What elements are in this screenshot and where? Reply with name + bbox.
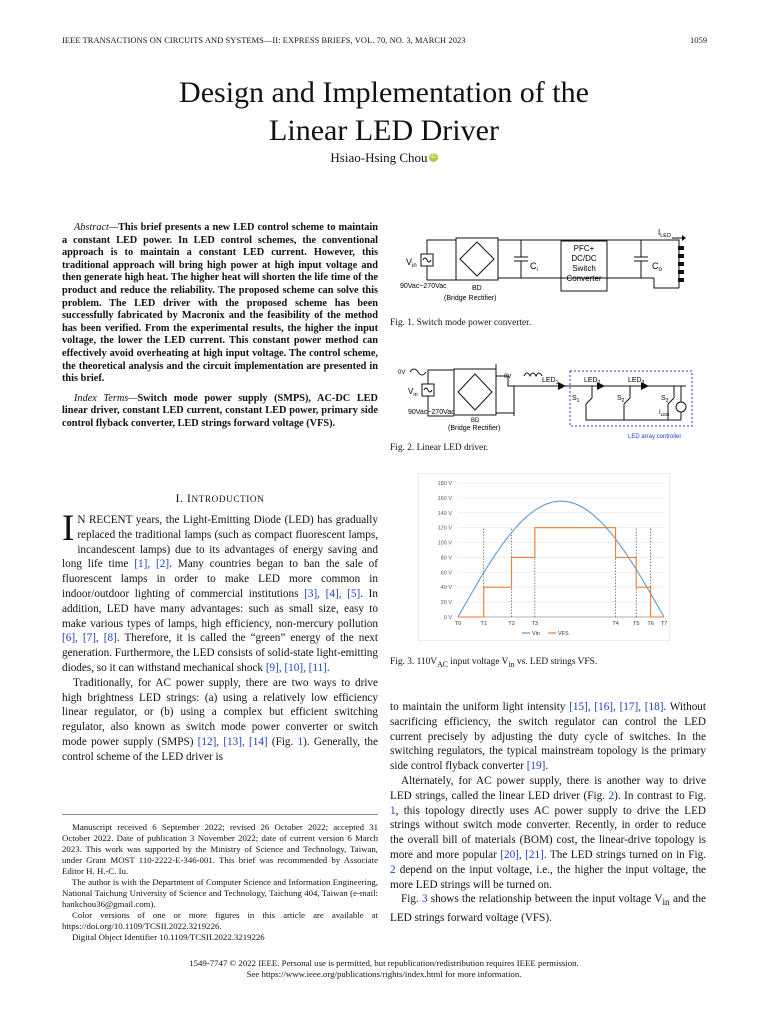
fig1-box-l2: DC/DC — [571, 254, 597, 263]
x-tick-label: T7 — [660, 621, 668, 627]
x-tick-label: T1 — [480, 621, 487, 627]
legend-vin-label: Vin — [532, 631, 540, 637]
abstract-label: Abstract— — [74, 222, 119, 233]
x-tick-label: T2 — [508, 621, 515, 627]
copyright-line1: 1549-7747 © 2022 IEEE. Personal use is permitted, but republication/redistribution requires IEEE permission. — [189, 958, 579, 968]
fig2-range: 90Vac~270Vac — [408, 409, 455, 416]
x-tick-label: T4 — [612, 621, 619, 627]
author-name: Hsiao-Hsing Chou — [330, 150, 428, 165]
y-tick-label: 20 V — [440, 600, 452, 607]
x-tick-label: T3 — [531, 621, 539, 627]
fig2-led1: $LED_1$ — [542, 377, 559, 386]
citation-link[interactable]: [6], [7], [8] — [62, 632, 117, 645]
footnote-rule — [62, 814, 378, 815]
paper-title-line1: Design and Implementation of the — [179, 76, 589, 109]
fig1-range: 90Vac~270Vac — [400, 283, 447, 290]
fig1-box-l4: Converter — [566, 274, 602, 283]
fig2-s1: $S_1$ — [572, 395, 580, 404]
fig2-iled: $I_{LED}$ — [659, 410, 670, 417]
figure-link[interactable]: 2 — [390, 863, 396, 876]
index-terms-text: Switch mode power supply (SMPS), AC-DC LED linear driver, constant LED current, constant LED power, primary side control flyback converter, LED strings forward voltage (VFS). — [62, 392, 378, 429]
citation-link[interactable]: [12], [13], [14] — [197, 735, 268, 748]
fig2-controller-label: LED array controller — [628, 434, 682, 440]
fig1-bridge: (Bridge Rectifier) — [444, 295, 497, 302]
y-tick-label: 120 V — [437, 525, 452, 532]
citation-link[interactable]: [20], [21] — [500, 848, 544, 861]
figure-link[interactable]: 1 — [390, 804, 396, 817]
figure-link[interactable]: 1 — [297, 735, 304, 748]
fig2-led3: $LED_3$ — [628, 377, 645, 386]
running-header: IEEE TRANSACTIONS ON CIRCUITS AND SYSTEMS—II: EXPRESS BRIEFS, VOL. 70, NO. 3, MARCH 2023 — [62, 36, 466, 45]
legend-vfs-label: VFS — [558, 631, 569, 637]
fig2-bd: BD — [471, 418, 480, 424]
y-tick-label: 40 V — [440, 585, 452, 592]
fig1-co: $C_o$ — [652, 261, 662, 273]
fig2-bridge: (Bridge Rectifier) — [448, 425, 501, 432]
y-tick-label: 60 V — [440, 570, 452, 577]
footnote-affiliation: The author is with the Department of Computer Science and Information Engineering, National Taichung University of Science and Technology, Taichung 404, Taiwan (e-mail: hankchou36@gmail.com). — [62, 877, 378, 909]
page-number: 1059 — [690, 36, 708, 45]
fig2-vin: $V_{in}$ — [408, 387, 418, 398]
fig1-box-l3: Switch — [572, 264, 596, 273]
abstract-text: This brief presents a new LED control scheme to maintain a constant LED power. In LED control schemes, the conventional approach is to maintain a constant LED current. However, this traditional approach will bring high power at high input voltage and then generate high heat. The higher heat will shorten the life time of the product and reduce the reliability. The proposed scheme can solve this problem. The LED driver with the proposed scheme has been successfully fabricated by Macronix and the feasibility of the method has been verified. From the experimental results, the higher the input voltage, the lower the LED current. This constant power method can effectively avoid overheating at high input voltage. The control scheme, the theoretical analysis and the circuit implementation are presented in this brief. — [62, 222, 378, 385]
x-tick-label: T5 — [632, 621, 640, 627]
fig3-chart — [418, 473, 670, 641]
fig3-caption: Fig. 3. $110V_{AC}$ input voltage $V_{in}$ vs. LED strings VFS. — [390, 657, 598, 669]
orcid-icon[interactable]: iD — [430, 154, 436, 160]
copyright-footer — [0, 958, 768, 980]
intro-right-column: to maintain the uniform light intensity [15], [16], [17], [18]. Without sacrificing efficiency, the switch regulator can control the LED current precisely by adjusting the duty cycle of switches. In the switching regulators, the typical mainstream topology is the primary side control flyback converter [19]. Alternately, for AC power supply, there is another way to drive LED strings, called the linear LED driver (Fig. 2). In contrast to Fig. 1, this topology directly uses AC power supply to drive the LED strings without switch mode converter. Recently, in order to reduce the overall bill of materials (BOM) cost, the linear-drive topology is more and more popular [20], [21]. The LED strings turned on in Fig. 2 depend on the input voltage, i.e., the higher the input voltage, the more LED strings will be turned on. Fig. 3 shows the relationship between the input voltage $V_{in}$ and the LED strings forward voltage (VFS). — [390, 701, 706, 925]
fig2-s3: $S_3$ — [661, 395, 669, 404]
fig2-s2: $S_2$ — [617, 395, 625, 404]
footnote-color: Color versions of one or more figures in this article are available at https://doi.org/10.1109/TCSII.2022.3219226. — [62, 910, 378, 931]
drop-cap: I — [62, 508, 75, 549]
section-heading: I. INTRODUCTION — [175, 493, 265, 505]
fig2-led2: $LED_2$ — [584, 377, 601, 386]
citation-link[interactable]: [15], [16], [17], [18] — [569, 701, 664, 713]
y-tick-label: 140 V — [437, 510, 452, 517]
citation-link[interactable]: [9], [10], [11] — [265, 661, 327, 674]
index-terms-label: Index Terms— — [74, 392, 138, 404]
intro-left-column: I N RECENT years, the Light-Emitting Diode (LED) has gradually replaced the traditional lamps (such as compact fluorescent lamps, incandescent lamps) due to its advantages of energy saving and long life time [1], [2]. Many countries began to ban the sale of fluorescent lamps in order to make LED more common in indoor/outdoor lighting of commercial institutions [3], [4], [5]. In addition, LED have many advantages: such as small size, easy to make various types of lamps, high efficiency, non-mercury pollution [6], [7], [8]. Therefore, it is called the “green” energy of the next generation. Furthermore, the LED consists of solid-state light-emitting diodes, so it can withstand mechanical shock [9], [10], [11]. Traditionally, for AC power supply, there are two ways to drive high brightness LED strings: (a) using a relatively low efficiency linear regulator, or (b) using a complex but efficient switching regulator, also known as switch mode power converter or switch mode power supply (SMPS) [12], [13], [14] (Fig. 1). Generally, the control scheme of the LED driver is — [62, 508, 379, 763]
y-tick-label: 100 V — [437, 540, 452, 547]
fig2-zero2: 0V — [504, 374, 512, 380]
y-tick-label: 0 V — [443, 615, 452, 621]
citation-link[interactable]: [19] — [526, 760, 546, 773]
figure-link[interactable]: 2 — [608, 789, 615, 802]
fig1-iled: $I_{LED}$ — [658, 228, 671, 239]
footnotes — [62, 822, 378, 943]
figure-link[interactable]: 3 — [421, 893, 428, 906]
fig1-switch-mode-diagram — [396, 224, 706, 308]
fig1-bd: BD — [472, 285, 482, 292]
fig1-caption: Fig. 1. Switch mode power converter. — [390, 318, 532, 328]
paper-title-line2: Linear LED Driver — [269, 114, 499, 147]
abstract — [62, 222, 378, 431]
copyright-line2: See https://www.ieee.org/publications/rights/index.html for more information. — [246, 969, 522, 979]
fig2-zero1: 0V — [398, 370, 406, 376]
citation-link[interactable]: [3], [4], [5] — [304, 587, 361, 600]
fig1-box-l1: PFC+ — [573, 244, 595, 253]
y-tick-label: 160 V — [437, 495, 452, 502]
y-tick-label: 80 V — [440, 555, 452, 562]
author — [0, 150, 768, 166]
x-tick-label: T0 — [454, 621, 462, 627]
fig1-ci: $C_i$ — [530, 261, 538, 273]
y-tick-label: 180 V — [437, 481, 452, 487]
fig1-vin: $V_{in}$ — [406, 257, 417, 269]
footnote-manuscript: Manuscript received 6 September 2022; revised 26 October 2022; accepted 31 October 2022. Date of publication 3 November 2022; date of current version 6 March 2023. This work was supported by the Ministry of Science and Technology, Taiwan, under Grant MOST 110-2222-E-346-001. This brief was recommended by Associate Editor H. H.-C. Iu. — [62, 822, 378, 876]
fig2-caption: Fig. 2. Linear LED driver. — [390, 443, 489, 453]
footnote-doi: Digital Object Identifier 10.1109/TCSII.2022.3219226 — [72, 932, 265, 942]
citation-link[interactable]: [1], [2] — [134, 558, 170, 571]
x-tick-label: T6 — [647, 621, 654, 627]
